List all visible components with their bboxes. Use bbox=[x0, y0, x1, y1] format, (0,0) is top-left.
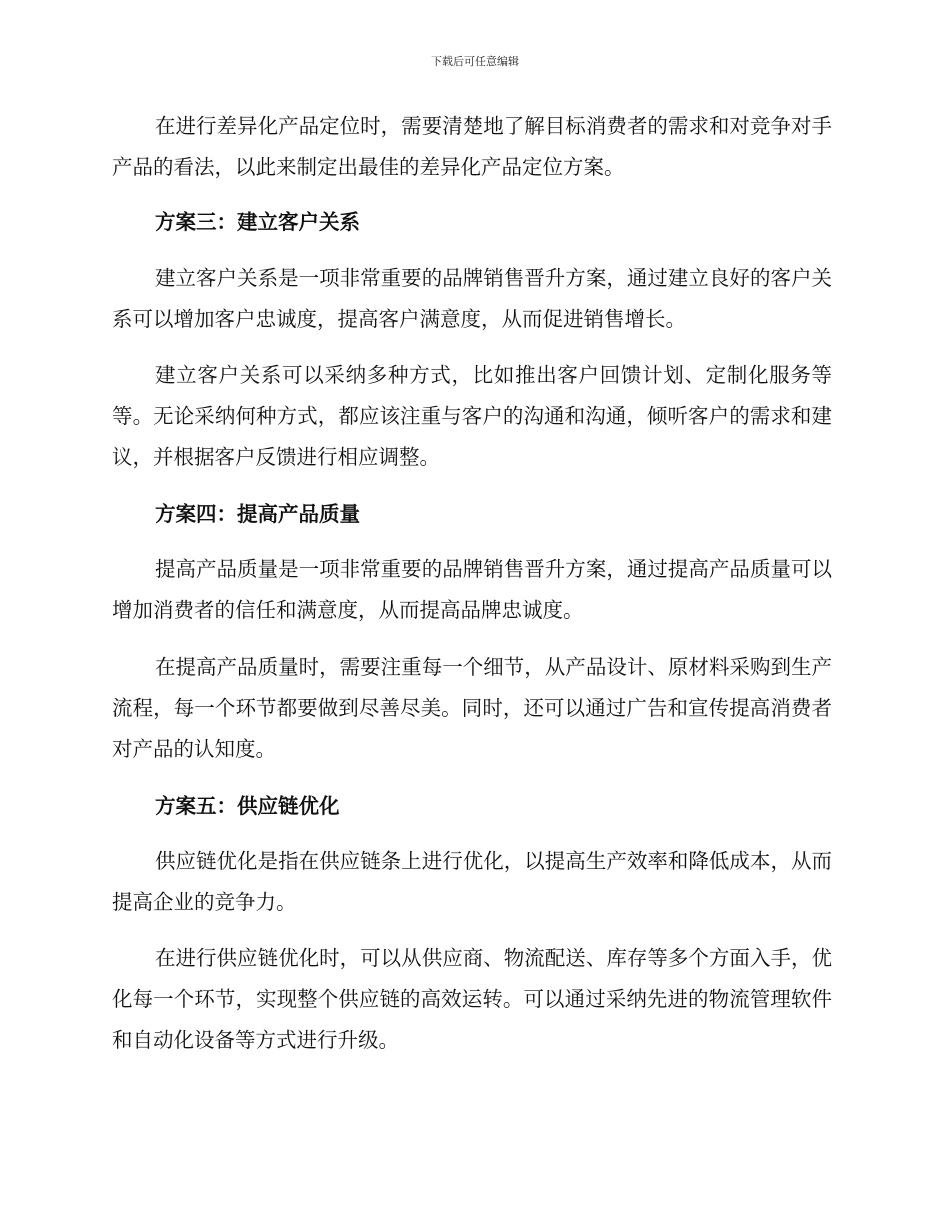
paragraph-differentiation-positioning: 在进行差异化产品定位时，需要清楚地了解目标消费者的需求和对竞争对手产品的看法，以此来制定出最佳的差异化产品定位方案。 bbox=[112, 114, 832, 179]
paragraph-product-quality-details: 在提高产品质量时，需要注重每一个细节，从产品设计、原材料采购到生产流程，每一个环节都要做到尽善尽美。同时，还可以通过广告和宣传提高消费者对产品的认知度。 bbox=[112, 655, 832, 761]
paragraph-customer-relations-methods: 建立客户关系可以采纳多种方式，比如推出客户回馈计划、定制化服务等等。无论采纳何种方式，都应该注重与客户的沟通和沟通，倾听客户的需求和建议，并根据客户反馈进行相应调整。 bbox=[112, 363, 832, 469]
heading-plan-five: 方案五：供应链优化 bbox=[155, 794, 340, 818]
heading-plan-four: 方案四：提高产品质量 bbox=[155, 502, 360, 526]
paragraph-supply-chain-details: 在进行供应链优化时，可以从供应商、物流配送、库存等多个方面入手，优化每一个环节，实现整个供应链的高效运转。可以通过采纳先进的物流管理软件和自动化设备等方式进行升级。 bbox=[112, 946, 832, 1052]
paragraph-supply-chain-intro: 供应链优化是指在供应链条上进行优化，以提高生产效率和降低成本，从而提高企业的竞争力。 bbox=[112, 849, 832, 914]
paragraph-customer-relations-intro: 建立客户关系是一项非常重要的品牌销售晋升方案，通过建立良好的客户关系可以增加客户忠诚度，提高客户满意度，从而促进销售增长。 bbox=[112, 266, 832, 331]
paragraph-product-quality-intro: 提高产品质量是一项非常重要的品牌销售晋升方案，通过提高产品质量可以增加消费者的信任和满意度，从而提高品牌忠诚度。 bbox=[112, 557, 832, 622]
page-header: 下载后可任意编辑 bbox=[431, 55, 519, 68]
heading-plan-three: 方案三：建立客户关系 bbox=[155, 210, 360, 234]
